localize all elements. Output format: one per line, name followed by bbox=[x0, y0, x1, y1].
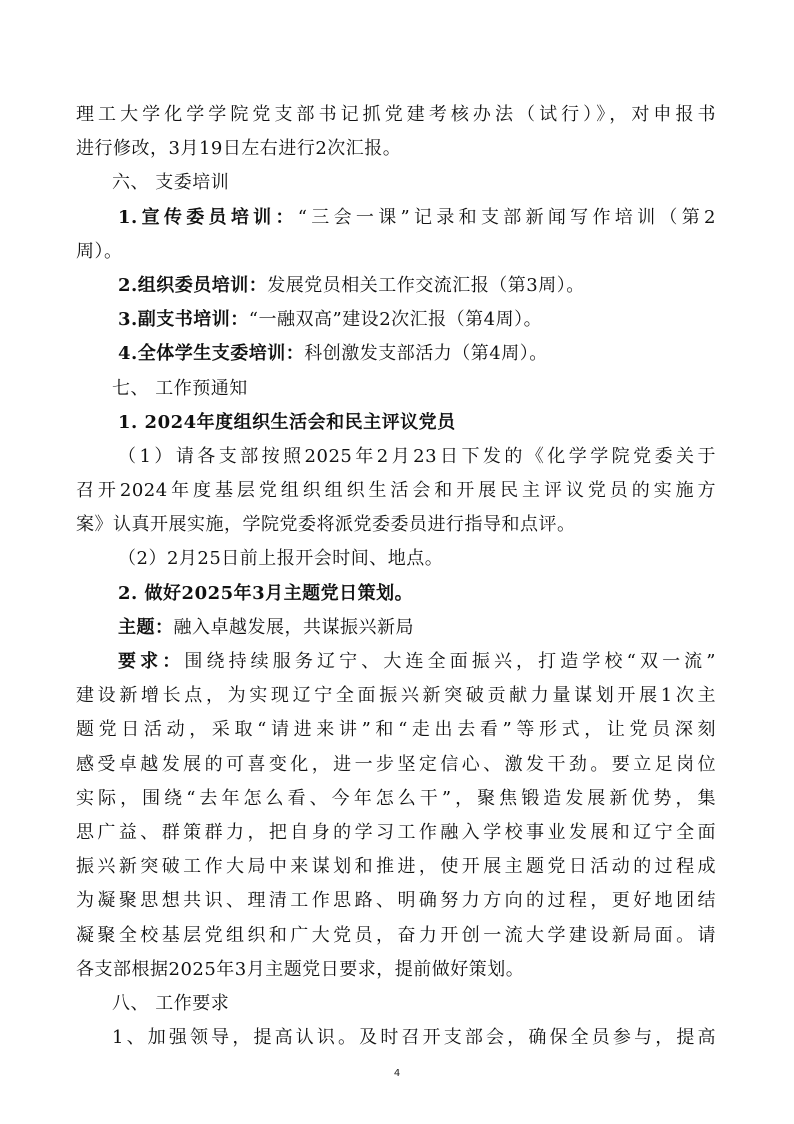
training-item-4 bbox=[76, 337, 716, 371]
requirement-line bbox=[76, 645, 716, 679]
training-item-text: “一融双高”建设2次汇报（第4周）。 bbox=[248, 309, 543, 331]
requirement-label: 要求： bbox=[118, 651, 185, 672]
paragraph-line: 凝聚全校基层党组织和广大党员，奋力开创一流大学建设新局面。请 bbox=[76, 924, 716, 946]
training-item-1 bbox=[76, 201, 716, 235]
paragraph-line: （2）2月25日前上报开会时间、地点。 bbox=[118, 548, 444, 570]
paragraph-line: 理工大学化学学院党支部书记抓党建考核办法（试行）》，对申报书 bbox=[76, 104, 716, 125]
paragraph-line: 实际，围绕“去年怎么看、今年怎么干”，聚焦锻造发展新优势，集 bbox=[76, 787, 716, 809]
paragraph-line: 周）。 bbox=[76, 240, 123, 262]
requirement-text: 围绕持续服务辽宁、大连全面振兴，打造学校“双一流” bbox=[184, 651, 716, 672]
paragraph-line: （1）请各支部按照2025年2月23日下发的《化学学院党委关于 bbox=[118, 445, 716, 467]
theme-line bbox=[76, 611, 716, 645]
section-heading-notice: 七、 工作预通知 bbox=[112, 377, 248, 399]
theme-text: 融入卓越发展，共谋振兴新局 bbox=[173, 616, 414, 638]
notice-item-1-heading: 1. 2024年度组织生活会和民主评议党员 bbox=[118, 411, 456, 433]
paragraph-line: 感受卓越发展的可喜变化，进一步坚定信心、激发干劲。要立足岗位 bbox=[76, 753, 716, 775]
paragraph-line: 思广益、群策群力，把自身的学习工作融入学校事业发展和辽宁全面 bbox=[76, 821, 716, 843]
page-number: 4 bbox=[393, 1068, 401, 1079]
notice-item-2-heading: 2. 做好2025年3月主题党日策划。 bbox=[118, 582, 414, 604]
training-item-2 bbox=[76, 269, 716, 303]
paragraph-line: 振兴新突破工作大局中来谋划和推进，使开展主题党日活动的过程成 bbox=[76, 856, 716, 878]
training-item-label: 1.宣传委员培训： bbox=[118, 206, 298, 228]
paragraph-line: 为凝聚思想共识、理清工作思路、明确努力方向的过程，更好地团结 bbox=[76, 890, 716, 912]
section-heading-training: 六、 支委培训 bbox=[112, 172, 230, 194]
paragraph-line: 各支部根据2025年3月主题党日要求，提前做好策划。 bbox=[76, 958, 525, 980]
training-item-text: 发展党员相关工作交流汇报（第3周）。 bbox=[267, 274, 585, 296]
training-item-text: 科创激发支部活力（第4周）。 bbox=[304, 343, 548, 365]
paragraph-line: 题党日活动，采取“请进来讲”和“走出去看”等形式，让党员深刻 bbox=[76, 719, 716, 741]
paragraph-line: 案》认真开展实施，学院党委将派党委委员进行指导和点评。 bbox=[76, 514, 576, 536]
training-item-label: 3.副支书培训： bbox=[118, 309, 249, 331]
training-item-3 bbox=[76, 303, 716, 337]
paragraph-line: 召开2024年度基层党组织组织生活会和开展民主评议党员的实施方 bbox=[76, 480, 716, 502]
training-item-text: “三会一课”记录和支部新闻写作培训（第2 bbox=[297, 206, 716, 228]
training-item-label: 2.组织委员培训： bbox=[118, 274, 268, 296]
section-heading-requirements: 八、 工作要求 bbox=[112, 992, 230, 1014]
paragraph-line: 进行修改，3月19日左右进行2次汇报。 bbox=[76, 138, 402, 160]
document-body bbox=[76, 98, 716, 1055]
paragraph-line: 1、加强领导，提高认识。及时召开支部会，确保全员参与，提高 bbox=[112, 1027, 716, 1049]
theme-label: 主题： bbox=[118, 616, 174, 638]
paragraph-line: 建设新增长点，为实现辽宁全面振兴新突破贡献力量谋划开展1次主 bbox=[76, 685, 716, 707]
training-item-label: 4.全体学生支委培训： bbox=[118, 343, 305, 365]
